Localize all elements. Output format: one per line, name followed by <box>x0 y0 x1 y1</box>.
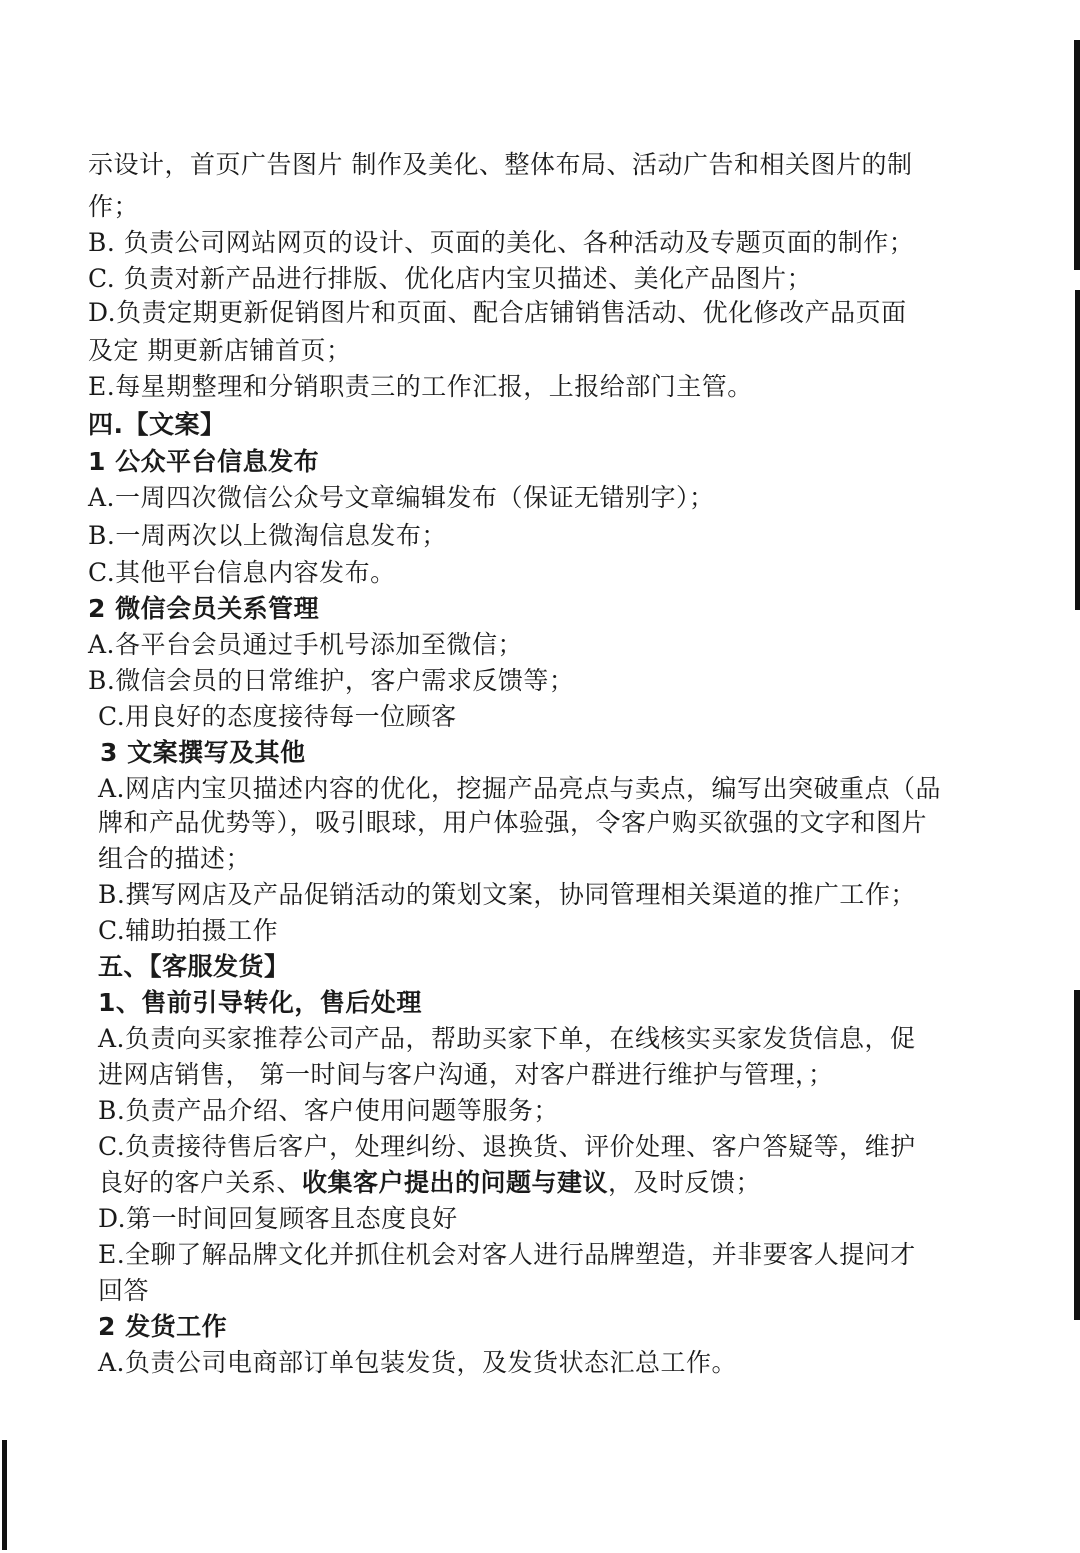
scan-artifact <box>1074 990 1080 1320</box>
text-line: B.负责产品介绍、客户使用问题等服务； <box>98 1096 559 1125</box>
text-line: A.一周四次微信公众号文章编辑发布（保证无错别字）； <box>88 483 715 512</box>
text-line: B.微信会员的日常维护，客户需求反馈等； <box>88 666 575 695</box>
text-line: B. 负责公司网站网页的设计、页面的美化、各种活动及专题页面的制作； <box>88 228 915 257</box>
text-line: E.全聊了解品牌文化并抓住机会对客人进行品牌塑造，并非要客人提问才 <box>98 1240 916 1269</box>
text-line: 牌和产品优势等），吸引眼球，用户体验强，令客户购买欲强的文字和图片 <box>98 808 928 837</box>
text-line: 组合的描述； <box>98 844 252 873</box>
text-line: 进网店销售， 第一时间与客户沟通，对客户群进行维护与管理，； <box>98 1060 834 1089</box>
text-line: C.辅助拍摄工作 <box>98 916 279 945</box>
text-line: C.用良好的态度接待每一位顾客 <box>98 702 457 731</box>
subsection-heading: 1 公众平台信息发布 <box>88 447 320 476</box>
text-line: D.第一时间回复顾客且态度良好 <box>98 1204 458 1233</box>
text-line: C.其他平台信息内容发布。 <box>88 558 396 587</box>
emphasized-text: 收集客户提出的问题与建议 <box>302 1168 609 1197</box>
text-span: 良好的客户关系、 <box>98 1168 303 1197</box>
section-heading-5: 五、【客服发货】 <box>98 952 290 981</box>
text-line: 示设计，首页广告图片 制作及美化、整体布局、活动广告和相关图片的制 <box>88 150 913 179</box>
text-line: D.负责定期更新促销图片和页面、配合店铺销售活动、优化修改产品页面 <box>88 298 907 327</box>
text-line: 作； <box>88 192 140 221</box>
text-line: A.负责公司电商部订单包装发货，及发货状态汇总工作。 <box>98 1348 738 1377</box>
text-line: A.各平台会员通过手机号添加至微信； <box>88 630 524 659</box>
text-line: B.撰写网店及产品促销活动的策划文案，协同管理相关渠道的推广工作； <box>98 880 916 909</box>
scan-artifact <box>1074 40 1080 270</box>
subsection-heading: 2 发货工作 <box>98 1312 228 1341</box>
text-line: C. 负责对新产品进行排版、优化店内宝贝描述、美化产品图片； <box>88 264 813 293</box>
scan-artifact <box>1075 290 1080 610</box>
subsection-heading: 3 文案撰写及其他 <box>100 738 306 767</box>
text-line: 及定 期更新店铺首页； <box>88 336 352 365</box>
scan-artifact <box>2 1440 7 1550</box>
text-line: C.负责接待售后客户，处理纠纷、退换货、评价处理、客户答疑等，维护 <box>98 1132 916 1161</box>
text-line: A.负责向买家推荐公司产品，帮助买家下单，在线核实买家发货信息，促 <box>98 1024 916 1053</box>
subsection-heading: 2 微信会员关系管理 <box>88 594 320 623</box>
text-line: 回答 <box>98 1276 150 1305</box>
text-span: ，及时反馈； <box>608 1168 762 1197</box>
text-line: A.网店内宝贝描述内容的优化，挖掘产品亮点与卖点，编写出突破重点（品 <box>98 774 942 803</box>
section-heading-4: 四.【文案】 <box>88 410 226 439</box>
text-line: B.一周两次以上微淘信息发布； <box>88 521 447 550</box>
subsection-heading: 1、售前引导转化，售后处理 <box>98 988 422 1017</box>
text-line-mixed <box>98 1166 761 1200</box>
text-line: E.每星期整理和分销职责三的工作汇报，上报给部门主管。 <box>88 372 753 401</box>
